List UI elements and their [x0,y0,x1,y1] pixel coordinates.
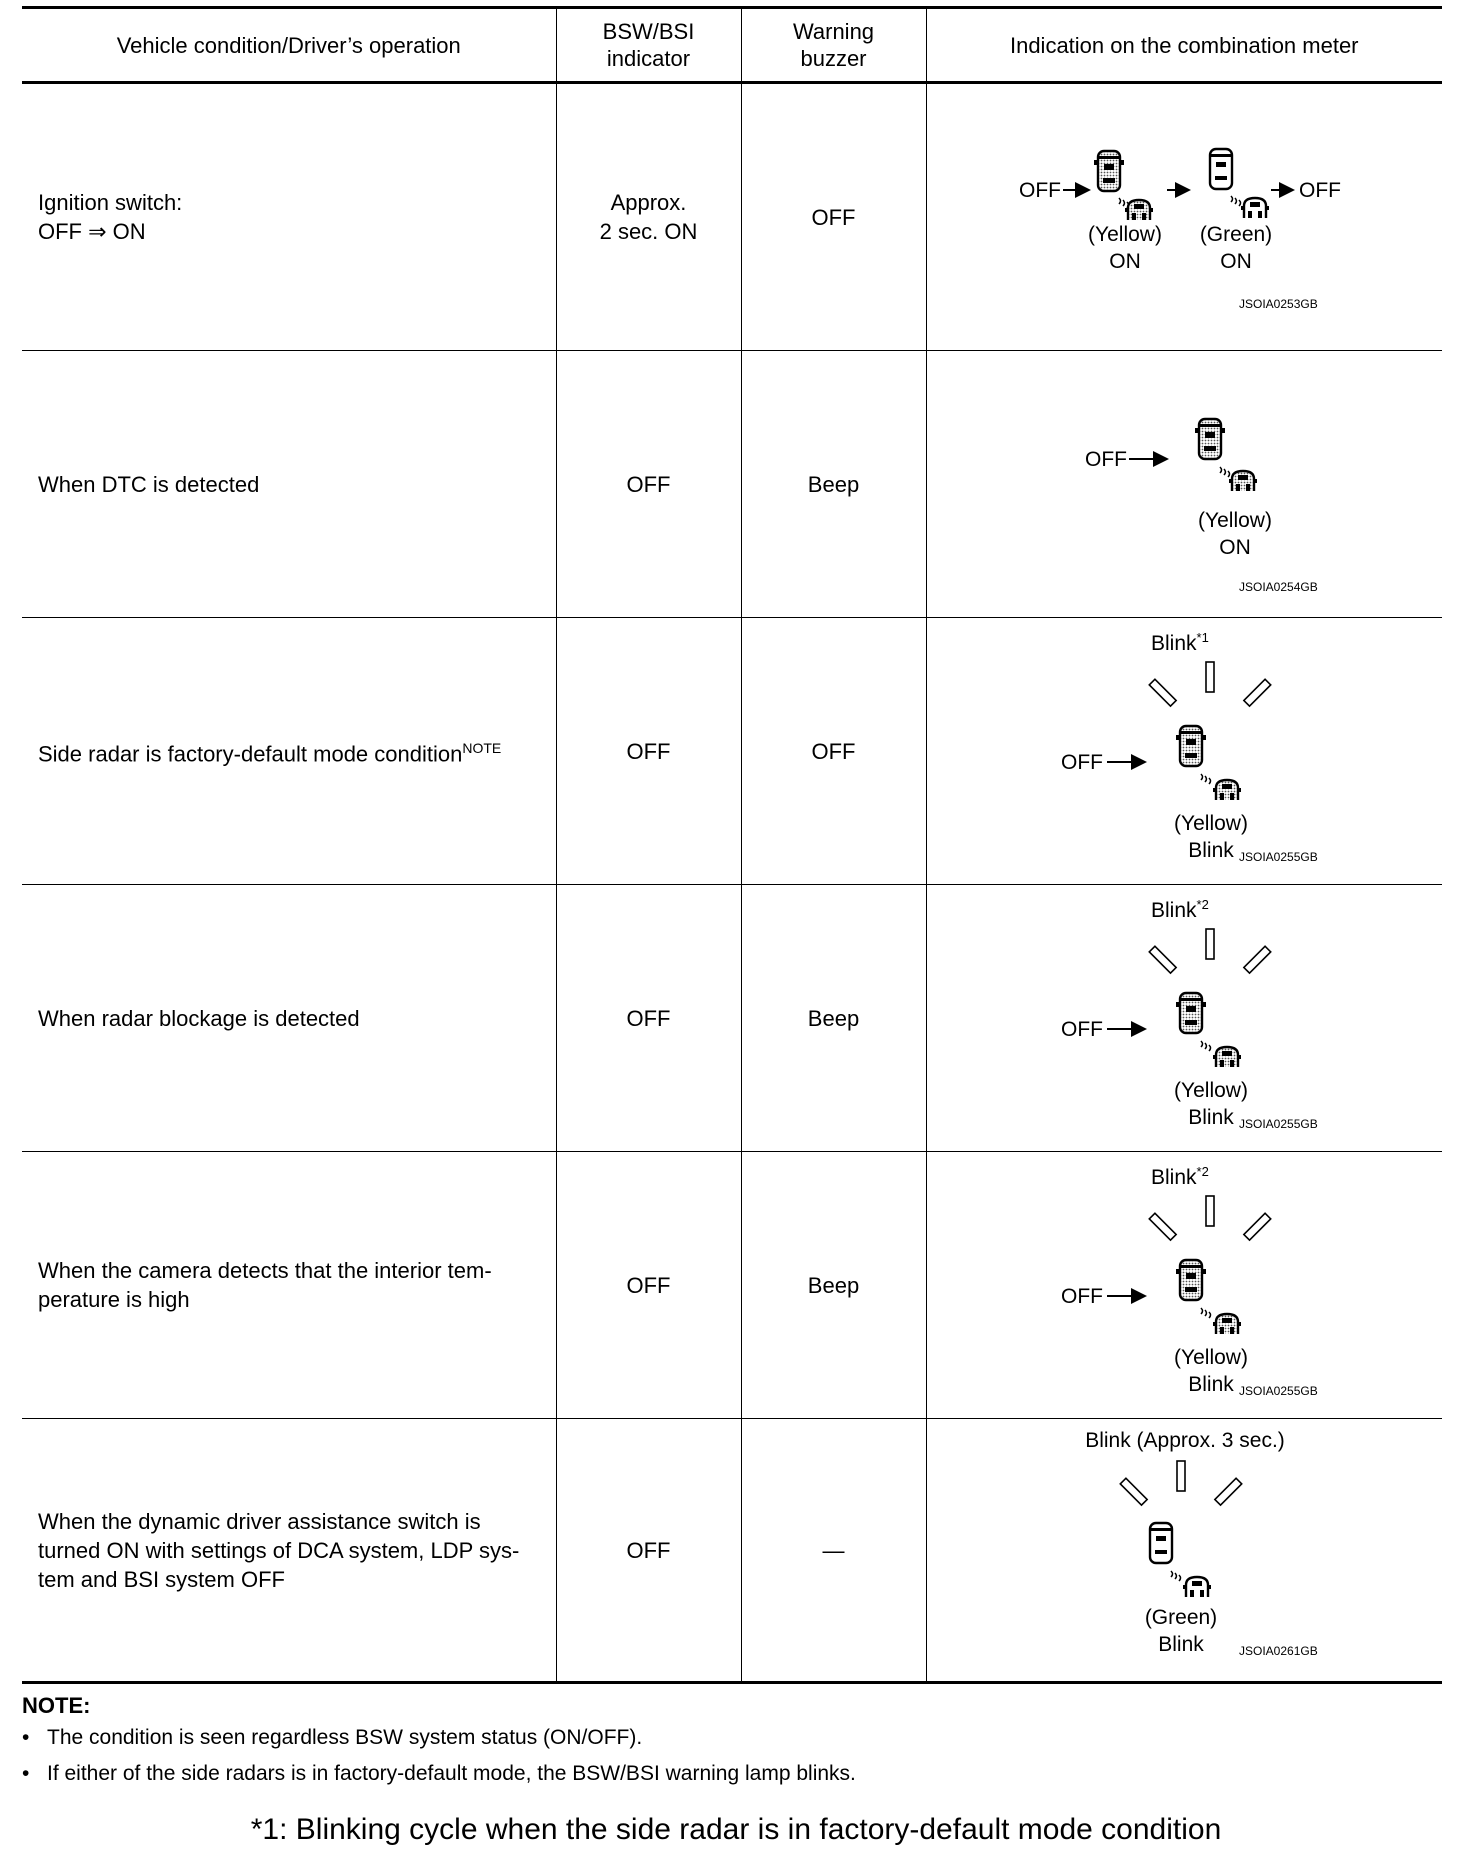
meter-indication-figure [927,84,1443,350]
buzzer-cell: Beep [741,1152,926,1419]
radar-waves-icon [1231,196,1241,206]
color-label: (Yellow) [1197,509,1272,532]
side-car-icon [1229,471,1257,491]
header-meter-indication: Indication on the combination meter [926,8,1442,83]
indicator-value-line: Approx. [610,190,687,215]
off-label: OFF [1298,179,1341,202]
radar-waves-icon [1201,1041,1211,1051]
radar-waves-icon [1171,1571,1181,1581]
off-label: OFF [1018,179,1061,202]
state-label: Blink [1157,1633,1204,1656]
yellow-state: ON [1108,250,1141,273]
condition-text: Side radar is factory-default mode condition [38,741,463,767]
indicator-cell: OFF [556,618,741,885]
condition-line: Ignition switch: [38,190,183,215]
figure-id: JSOIA0254GB [1238,580,1318,594]
table-row [22,351,1442,618]
meter-indication-cell [926,83,1442,351]
figure-id: JSOIA0255GB [1238,1384,1318,1398]
off-label: OFF [1060,751,1103,774]
figure-id: JSOIA0253GB [1238,297,1318,311]
indicator-cell: OFF [556,1419,741,1683]
notes-section [22,1692,1442,1792]
condition-cell [22,1152,556,1419]
table-row [22,1152,1442,1419]
car-indicator-icon [1176,1260,1206,1300]
meter-indication-figure [927,1152,1443,1418]
condition-cell [22,1419,556,1683]
indication-table [22,6,1442,1684]
state-label: Blink [1187,1373,1234,1396]
side-car-icon [1213,780,1241,800]
blink-label: Blink$^{*1}$ [1150,630,1209,655]
car-indicator-icon [1176,726,1206,766]
header-condition: Vehicle condition/Driver’s operation [22,8,556,83]
blink-rays-icon [1149,929,1270,973]
table-row [22,1419,1442,1683]
figure-id: JSOIA0261GB [1238,1644,1318,1658]
meter-indication-cell [926,885,1442,1152]
note-text: The condition is seen regardless BSW system status (ON/OFF). [47,1726,643,1749]
buzzer-cell: OFF [741,83,926,351]
blink-label: Blink$^{*2}$ [1150,1164,1209,1189]
car-indicator-plain-icon [1150,1523,1172,1563]
side-car-icon [1213,1047,1241,1067]
table-row [22,618,1442,885]
off-label: OFF [1060,1285,1103,1308]
header-indicator-line2: indicator [606,46,691,71]
note-heading: NOTE: [22,1693,91,1718]
meter-indication-figure [927,618,1443,884]
side-car-plain-icon [1241,198,1269,218]
meter-indication-cell [926,618,1442,885]
meter-indication-cell [926,1419,1442,1683]
radar-waves-icon [1201,1308,1211,1318]
figure-id: JSOIA0255GB [1238,850,1318,864]
green-label: (Green) [1199,223,1272,246]
blink-label: Blink$^{*2}$ [1150,897,1209,922]
condition-line: tem and BSI system OFF [38,1566,285,1592]
note-reference: NOTE [462,739,502,756]
blink-rays-icon [1149,662,1270,706]
indicator-cell [556,83,741,351]
header-buzzer-line1: Warning [792,19,875,44]
footnote: *1: Blinking cycle when the side radar is in factory-default mode condition [250,1813,1222,1846]
car-indicator-icon [1195,419,1225,459]
note-text: If either of the side radars is in factory-default mode, the BSW/BSI warning lamp blinks. [47,1762,856,1785]
bullet-icon: • [22,1762,30,1785]
condition-line: When the camera detects that the interior tem- [38,1258,492,1283]
buzzer-cell: Beep [741,885,926,1152]
blink-label: Blink (Approx. 3 sec.) [1084,1429,1285,1452]
state-label: ON [1218,536,1251,559]
header-buzzer-line2: buzzer [800,46,867,71]
figure-id: JSOIA0255GB [1238,1117,1318,1131]
condition-line: perature is high [38,1287,190,1312]
color-label: (Yellow) [1173,1079,1248,1102]
side-car-icon [1125,200,1153,220]
condition-cell [22,618,556,885]
indicator-value-line: 2 sec. ON [599,219,698,244]
meter-indication-figure [927,885,1443,1151]
buzzer-cell: — [741,1419,926,1683]
note-item [22,1756,1442,1792]
yellow-label: (Yellow) [1087,223,1162,246]
indicator-cell: OFF [556,1152,741,1419]
state-label: Blink [1187,1106,1234,1129]
off-label: OFF [1084,448,1127,471]
color-label: (Green) [1144,1606,1217,1629]
buzzer-cell: OFF [741,618,926,885]
header-buzzer [741,8,926,83]
buzzer-cell: Beep [741,351,926,618]
condition-line: OFF ⇒ ON [38,219,146,244]
state-label: Blink [1187,839,1234,862]
condition-cell: When radar blockage is detected [22,885,556,1152]
radar-waves-icon [1201,774,1211,784]
car-indicator-icon [1176,993,1206,1033]
car-indicator-icon [1094,151,1124,191]
blink-rays-icon [1120,1461,1241,1505]
side-car-icon [1213,1314,1241,1334]
meter-indication-figure [927,1419,1443,1681]
table-row [22,83,1442,351]
header-indicator-line1: BSW/BSI [602,19,695,44]
indicator-cell: OFF [556,351,741,618]
meter-indication-figure [927,351,1443,617]
blink-rays-icon [1149,1196,1270,1240]
car-indicator-plain-icon [1210,149,1232,189]
table-row [22,885,1442,1152]
meter-indication-cell [926,351,1442,618]
radar-waves-icon [1220,467,1230,477]
bullet-icon: • [22,1726,30,1749]
indicator-cell: OFF [556,885,741,1152]
note-item [22,1720,1442,1756]
green-state: ON [1219,250,1252,273]
condition-cell: When DTC is detected [22,351,556,618]
table-header-row [22,8,1442,83]
color-label: (Yellow) [1173,1346,1248,1369]
condition-line: turned ON with settings of DCA system, LDP sys- [38,1537,520,1563]
header-indicator [556,8,741,83]
side-car-plain-icon [1183,1577,1211,1597]
condition-cell [22,83,556,351]
off-label: OFF [1060,1018,1103,1041]
color-label: (Yellow) [1173,812,1248,835]
meter-indication-cell [926,1152,1442,1419]
condition-line: When the dynamic driver assistance switch is [38,1508,481,1534]
